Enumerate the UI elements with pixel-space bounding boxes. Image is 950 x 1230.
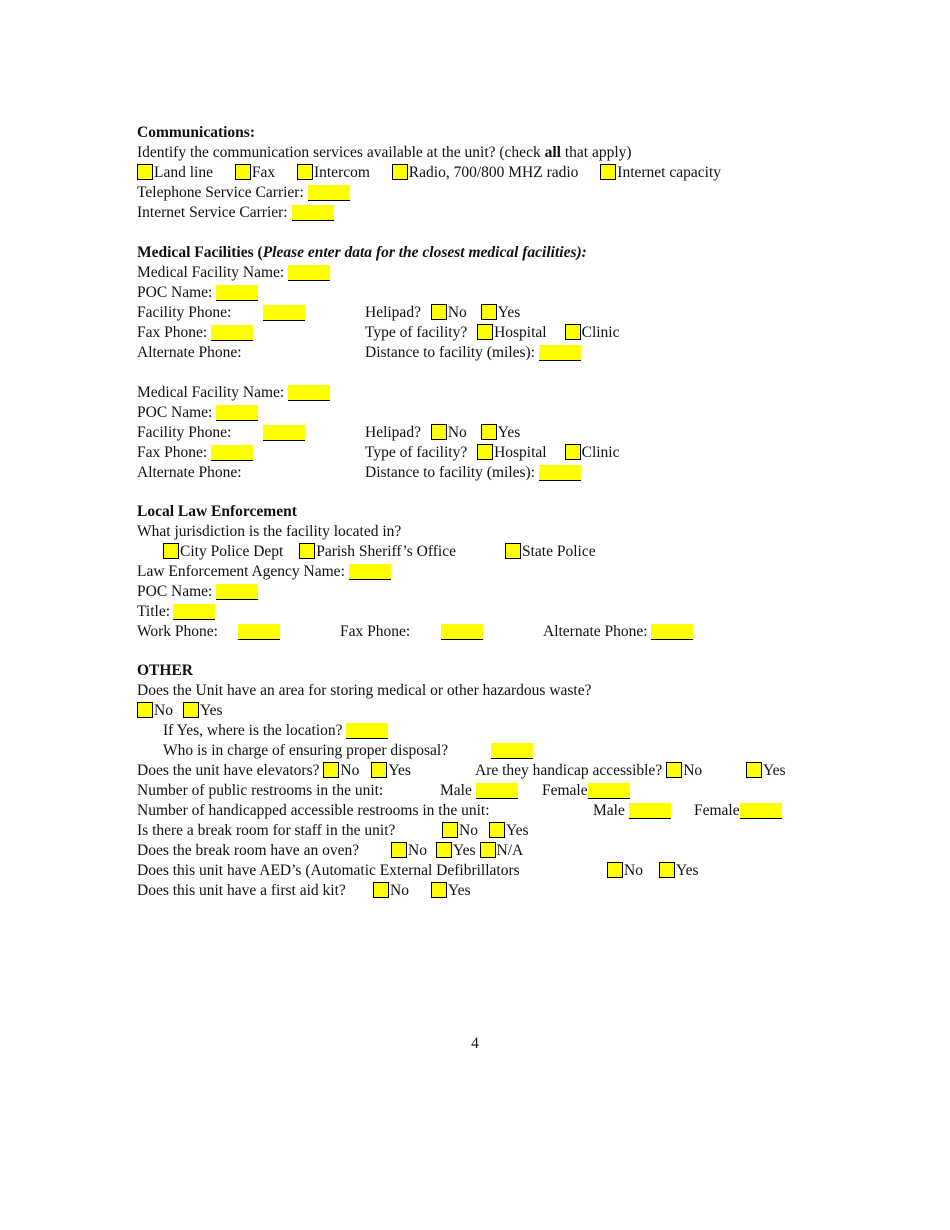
elevators-no-checkbox[interactable]: [323, 762, 339, 778]
law-title-field[interactable]: [173, 604, 215, 620]
oven-yes-checkbox[interactable]: [436, 842, 452, 858]
handicap-restrooms-male-field[interactable]: [629, 803, 671, 819]
internet-carrier-field[interactable]: [292, 205, 334, 221]
agency-name-field[interactable]: [349, 564, 391, 580]
break-room-options: No Yes: [442, 821, 529, 841]
distance-field-1[interactable]: [539, 345, 581, 361]
clinic-checkbox-2[interactable]: [565, 444, 581, 460]
oven-label: Does the break room have an oven?: [137, 842, 360, 859]
land-line-checkbox[interactable]: [137, 164, 153, 180]
handicap-restrooms-label: Number of handicapped accessible restrooms in the unit:: [137, 802, 490, 819]
telephone-carrier-row: Telephone Service Carrier:: [137, 183, 350, 203]
handicap-restrooms-female-field[interactable]: [740, 803, 782, 819]
poc-name-field-2[interactable]: [216, 405, 258, 421]
parish-sheriff-checkbox[interactable]: [299, 543, 315, 559]
state-police-checkbox[interactable]: [505, 543, 521, 559]
work-phone-label: Work Phone:: [137, 623, 218, 640]
break-room-label: Is there a break room for staff in the unit?: [137, 822, 396, 839]
facility-phone-field-1[interactable]: [263, 305, 305, 321]
agency-name-row: Law Enforcement Agency Name:: [137, 562, 391, 582]
law-poc-name-field[interactable]: [216, 584, 258, 600]
facility-type-row-2: Type of facility? Hospital Clinic: [365, 444, 620, 461]
public-restrooms-male: Male: [440, 781, 518, 801]
law-fax-phone-field[interactable]: [441, 624, 483, 640]
public-restrooms-female-field[interactable]: [588, 783, 630, 799]
city-police-checkbox[interactable]: [163, 543, 179, 559]
facility-phone-label-2: Facility Phone:: [137, 424, 232, 441]
facility-type-row-1: Type of facility? Hospital Clinic: [365, 324, 620, 341]
work-phone-field[interactable]: [238, 624, 280, 640]
distance-field-2[interactable]: [539, 465, 581, 481]
fax-phone-row-1: Fax Phone:: [137, 323, 253, 343]
jurisdiction-question: What jurisdiction is the facility located in?: [137, 523, 402, 540]
helipad-row-2: Helipad? No Yes: [365, 424, 521, 441]
first-aid-yes-checkbox[interactable]: [431, 882, 447, 898]
medical-facility-name-field-1[interactable]: [288, 265, 330, 281]
distance-row-1: Distance to facility (miles):: [365, 343, 581, 363]
disposal-field[interactable]: [491, 743, 533, 759]
jurisdiction-options: City Police Dept Parish Sheriff’s Office: [163, 542, 456, 562]
first-aid-options: No Yes: [373, 881, 471, 901]
oven-na-checkbox[interactable]: [480, 842, 496, 858]
aed-yes-checkbox[interactable]: [659, 862, 675, 878]
facility-phone-field-2[interactable]: [263, 425, 305, 441]
first-aid-label: Does this unit have a first aid kit?: [137, 882, 346, 899]
elevators-yes-checkbox[interactable]: [371, 762, 387, 778]
fax-phone-row-2: Fax Phone:: [137, 443, 253, 463]
helipad-yes-checkbox-2[interactable]: [481, 424, 497, 440]
helipad-no-checkbox-1[interactable]: [431, 304, 447, 320]
medical-heading: Medical Facilities (Please enter data for the closest medical facilities):: [137, 244, 587, 261]
poc-name-field-1[interactable]: [216, 285, 258, 301]
distance-row-2: Distance to facility (miles):: [365, 463, 581, 483]
poc-name-row-2: POC Name:: [137, 403, 258, 423]
internet-carrier-row: Internet Service Carrier:: [137, 203, 334, 223]
aed-no-checkbox[interactable]: [607, 862, 623, 878]
other-heading: OTHER: [137, 662, 193, 679]
aed-label: Does this unit have AED’s (Automatic External Defibrillators: [137, 862, 520, 879]
helipad-no-checkbox-2[interactable]: [431, 424, 447, 440]
intercom-checkbox[interactable]: [297, 164, 313, 180]
handicap-accessible-row: Are they handicap accessible? No: [475, 762, 703, 779]
law-poc-name-row: POC Name:: [137, 582, 258, 602]
medical-facility-name-row-2: Medical Facility Name:: [137, 383, 330, 403]
waste-question: Does the Unit have an area for storing medical or other hazardous waste?: [137, 682, 592, 699]
handicap-no-checkbox[interactable]: [666, 762, 682, 778]
hospital-checkbox-1[interactable]: [477, 324, 493, 340]
first-aid-no-checkbox[interactable]: [373, 882, 389, 898]
helipad-yes-checkbox-1[interactable]: [481, 304, 497, 320]
fax-phone-field-2[interactable]: [211, 445, 253, 461]
handicap-yes-option: Yes: [746, 761, 786, 781]
waste-no-checkbox[interactable]: [137, 702, 153, 718]
public-restrooms-male-field[interactable]: [476, 783, 518, 799]
waste-options: No Yes: [137, 701, 223, 721]
fax-checkbox[interactable]: [235, 164, 251, 180]
helipad-row-1: Helipad? No Yes: [365, 304, 521, 321]
telephone-carrier-field[interactable]: [308, 185, 350, 201]
public-restrooms-female: Female: [542, 781, 630, 801]
waste-location-field[interactable]: [346, 723, 388, 739]
clinic-checkbox-1[interactable]: [565, 324, 581, 340]
alternate-phone-label-1: Alternate Phone:: [137, 344, 242, 361]
facility-phone-label-1: Facility Phone:: [137, 304, 232, 321]
law-fax-phone-label: Fax Phone:: [340, 623, 411, 640]
break-room-no-checkbox[interactable]: [442, 822, 458, 838]
law-enforcement-heading: Local Law Enforcement: [137, 503, 297, 520]
page-number: 4: [471, 1035, 479, 1052]
poc-name-row-1: POC Name:: [137, 283, 258, 303]
break-room-yes-checkbox[interactable]: [489, 822, 505, 838]
public-restrooms-label: Number of public restrooms in the unit:: [137, 782, 384, 799]
fax-phone-field-1[interactable]: [211, 325, 253, 341]
handicap-restrooms-female: Female: [694, 801, 782, 821]
medical-facility-name-row-1: Medical Facility Name:: [137, 263, 330, 283]
handicap-restrooms-male: Male: [593, 801, 671, 821]
handicap-yes-checkbox[interactable]: [746, 762, 762, 778]
law-title-row: Title:: [137, 602, 215, 622]
elevators-row: Does the unit have elevators? No Yes: [137, 762, 411, 779]
state-police-option: State Police: [505, 542, 596, 562]
medical-facility-name-field-2[interactable]: [288, 385, 330, 401]
waste-yes-checkbox[interactable]: [183, 702, 199, 718]
disposal-row: Who is in charge of ensuring proper disposal?: [163, 742, 449, 759]
waste-location-row: If Yes, where is the location?: [163, 721, 388, 741]
communications-heading: Communications:: [137, 124, 255, 141]
oven-options: No Yes N/A: [391, 841, 523, 861]
radio-checkbox[interactable]: [392, 164, 408, 180]
aed-options: No Yes: [607, 861, 699, 881]
communications-question: Identify the communication services available at the unit? (check all that apply): [137, 144, 632, 161]
law-alternate-phone-field[interactable]: [651, 624, 693, 640]
oven-no-checkbox[interactable]: [391, 842, 407, 858]
communication-options: Land line Fax Intercom Radio, 700/800 MHZ radio Internet capacity: [137, 163, 721, 183]
hospital-checkbox-2[interactable]: [477, 444, 493, 460]
law-alternate-phone-row: Alternate Phone:: [543, 622, 693, 642]
alternate-phone-label-2: Alternate Phone:: [137, 464, 242, 481]
internet-checkbox[interactable]: [600, 164, 616, 180]
